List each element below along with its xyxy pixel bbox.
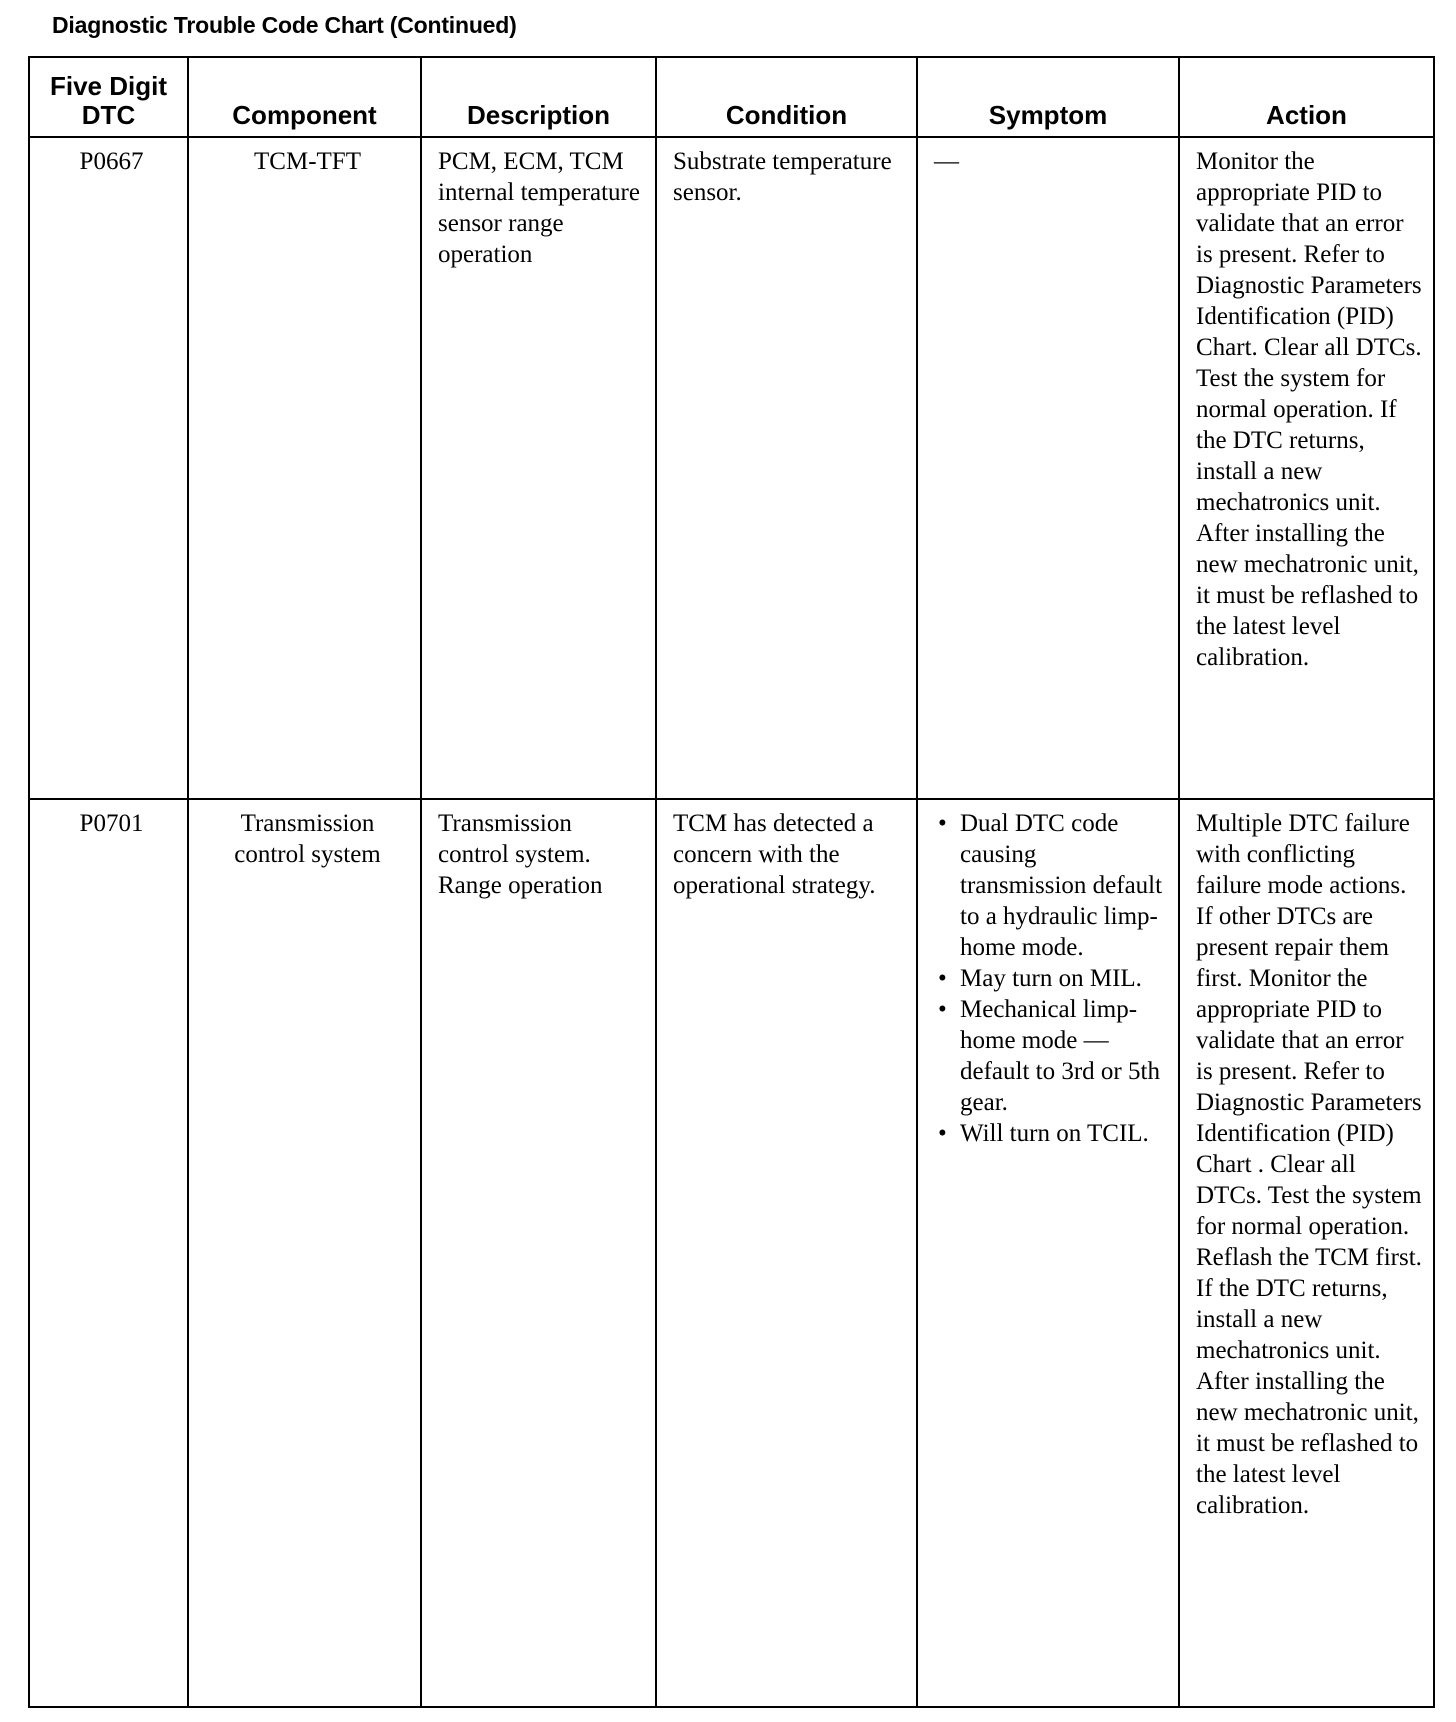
symptom-list-item: • May turn on MIL. <box>934 963 1168 994</box>
header-condition: Condition <box>656 57 917 137</box>
description-cell: Transmission control system. Range operation <box>421 799 656 1707</box>
header-component: Component <box>188 57 421 137</box>
component-cell: TCM-TFT <box>188 137 421 799</box>
symptom-list-item: • Dual DTC code causing transmission default to a hydraulic limp-home mode. <box>934 808 1168 963</box>
table-header-row <box>29 57 1434 137</box>
condition-cell: Substrate temperature sensor. <box>656 137 917 799</box>
condition-cell: TCM has detected a concern with the operational strategy. <box>656 799 917 1707</box>
component-cell: Transmission control system <box>188 799 421 1707</box>
symptom-list-item: • Will turn on TCIL. <box>934 1118 1168 1149</box>
description-cell: PCM, ECM, TCM internal temperature sensor range operation <box>421 137 656 799</box>
symptom-list-item: • Mechanical limp-home mode — default to 3rd or 5th gear. <box>934 994 1168 1118</box>
action-cell: Multiple DTC failure with conflicting failure mode actions. If other DTCs are present repair them first. Monitor the appropriate PID to validate that an error is present. Refer to Diagnostic Parameters Identification (PID) Chart . Clear all DTCs. Test the system for normal operation. Reflash the TCM first. If the DTC returns, install a new mechatronics unit. After installing the new mechatronic unit, it must be reflashed to the latest level calibration. <box>1179 799 1434 1707</box>
symptom-cell <box>917 799 1179 1707</box>
action-cell: Monitor the appropriate PID to validate that an error is present. Refer to Diagnostic Parameters Identification (PID) Chart. Clear all DTCs. Test the system for normal operation. If the DTC returns, install a new mechatronics unit. After installing the new mechatronic unit, it must be reflashed to the latest level calibration. <box>1179 137 1434 799</box>
dtc-chart-table <box>28 56 1435 1708</box>
header-action: Action <box>1179 57 1434 137</box>
header-symptom: Symptom <box>917 57 1179 137</box>
symptom-list <box>934 808 1168 1149</box>
header-dtc: Five Digit DTC <box>29 57 188 137</box>
header-description: Description <box>421 57 656 137</box>
table-row <box>29 137 1434 799</box>
dtc-code-cell: P0667 <box>29 137 188 799</box>
table-row <box>29 799 1434 1707</box>
symptom-cell: — <box>917 137 1179 799</box>
page-title: Diagnostic Trouble Code Chart (Continued) <box>52 12 517 38</box>
dtc-code-cell: P0701 <box>29 799 188 1707</box>
